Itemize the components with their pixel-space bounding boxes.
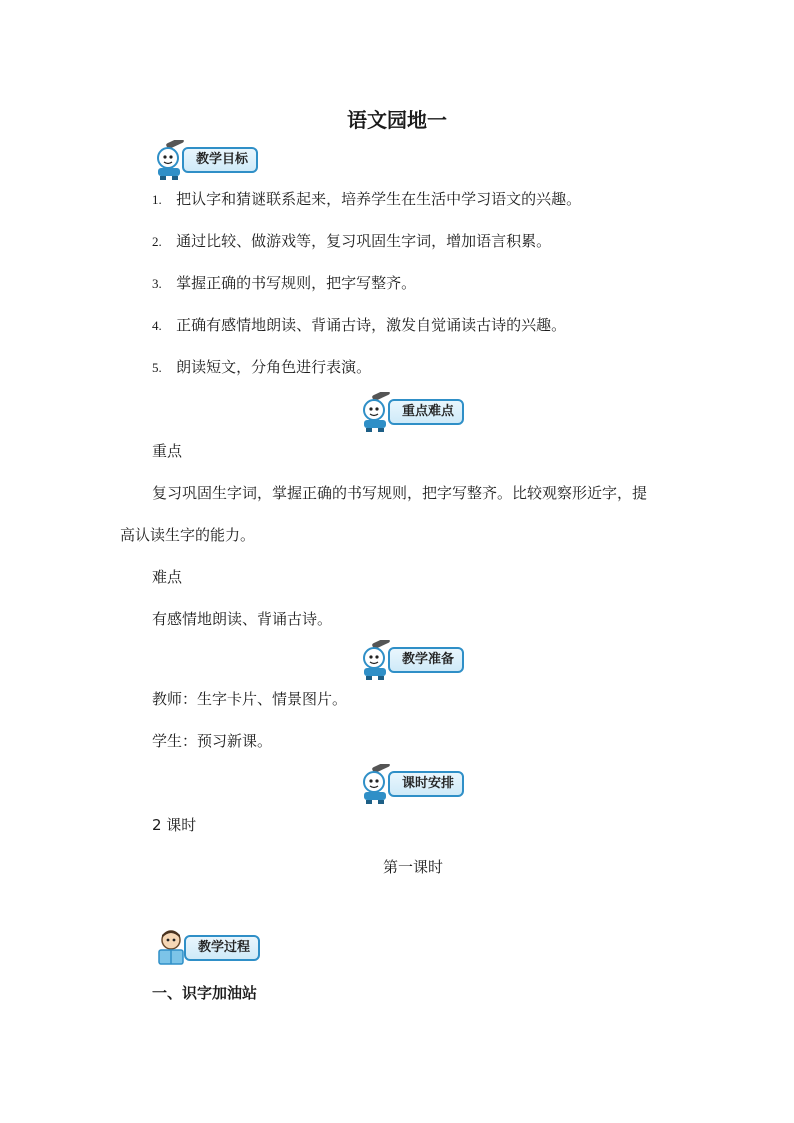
preparation-teacher: 教师：生字卡片、情景图片。 xyxy=(152,690,348,708)
section-label-keypoints: 重点难点 xyxy=(388,399,464,425)
goal-item-3: 3. 掌握正确的书写规则，把字写整齐。 xyxy=(152,274,417,292)
key-text-line1: 复习巩固生字词，掌握正确的书写规则，把字写整齐。比较观察形近字，提 xyxy=(152,484,648,502)
section-badge-process xyxy=(152,928,260,968)
hard-heading: 难点 xyxy=(152,568,183,586)
goal-item-2: 2. 通过比较、做游戏等，复习巩固生字词，增加语言积累。 xyxy=(152,232,552,250)
preparation-student: 学生：预习新课。 xyxy=(152,732,273,750)
section-label-schedule: 课时安排 xyxy=(388,771,464,797)
section-badge-preparation xyxy=(356,640,464,680)
goal-item-4: 4. 正确有感情地朗读、背诵古诗，激发自觉诵读古诗的兴趣。 xyxy=(152,316,567,334)
goal-item-1: 1. 把认字和猜谜联系起来，培养学生在生活中学习语文的兴趣。 xyxy=(152,190,582,208)
section-badge-keypoints xyxy=(356,392,464,432)
section-label-preparation: 教学准备 xyxy=(388,647,464,673)
page-title: 语文园地一 xyxy=(347,108,447,132)
section-badge-goals xyxy=(150,140,258,180)
key-text-line2: 高认读生字的能力。 xyxy=(120,526,256,544)
hard-text: 有感情地朗读、背诵古诗。 xyxy=(152,610,333,628)
key-heading: 重点 xyxy=(152,442,183,460)
section-badge-schedule xyxy=(356,764,464,804)
lesson-heading: 第一课时 xyxy=(383,858,444,876)
section-label-goals: 教学目标 xyxy=(182,147,258,173)
process-step-1: 一、识字加油站 xyxy=(152,984,258,1002)
section-label-process: 教学过程 xyxy=(184,935,260,961)
schedule-count: 2 课时 xyxy=(152,816,197,834)
goal-item-5: 5. 朗读短文，分角色进行表演。 xyxy=(152,358,372,376)
